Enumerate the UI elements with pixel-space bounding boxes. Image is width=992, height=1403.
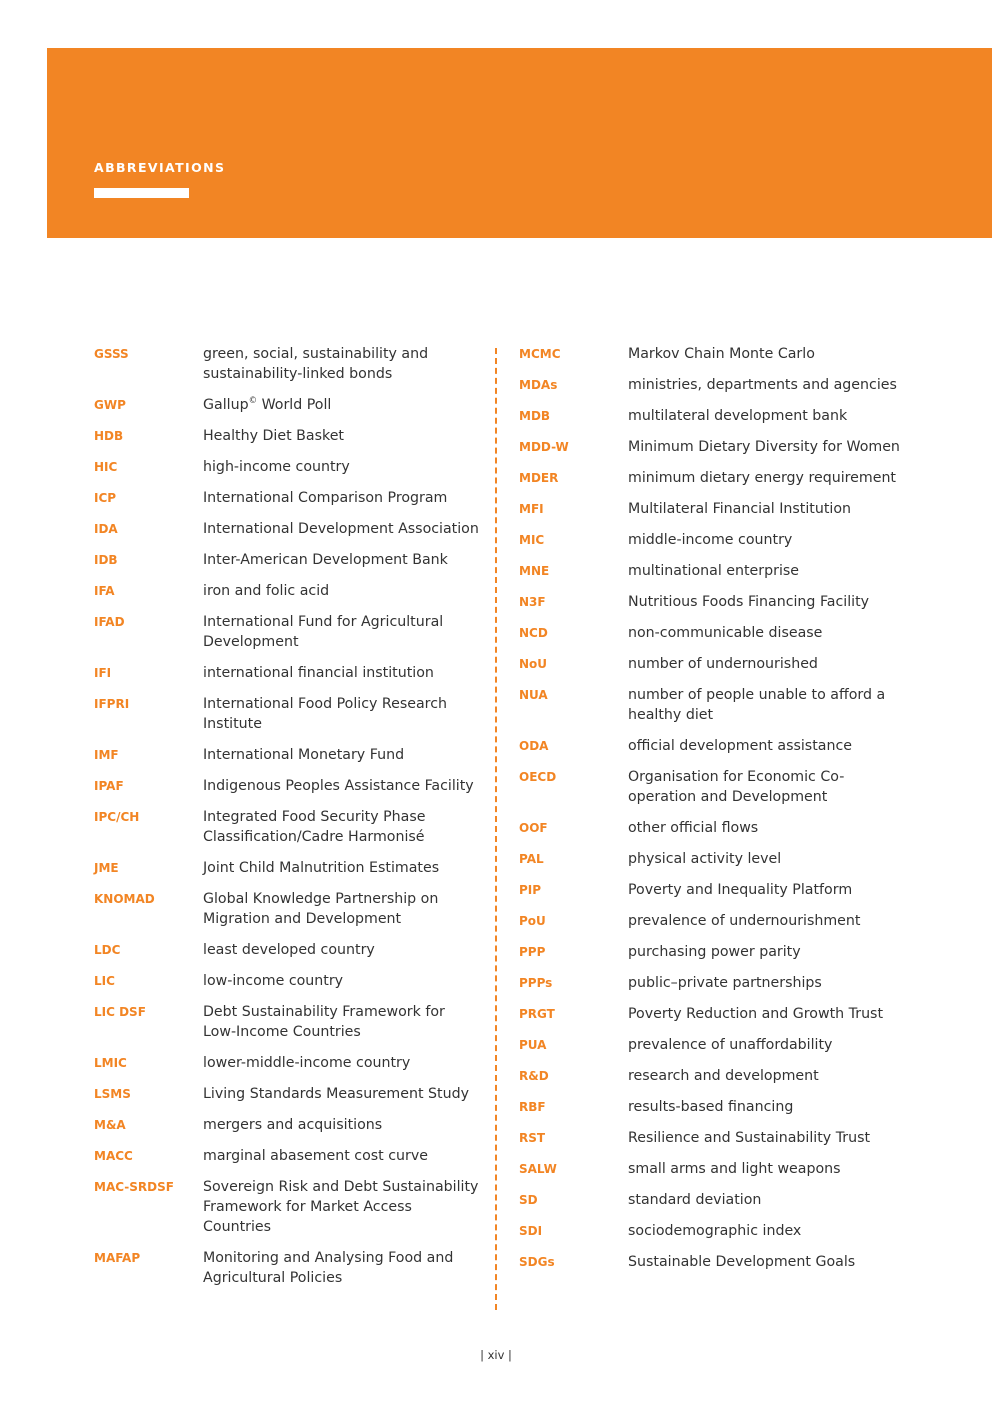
abbreviation-term: LIC — [94, 974, 115, 988]
abbreviation-definition: Resilience and Sustainability Trust — [628, 1130, 871, 1146]
abbreviation-term: MACC — [94, 1149, 133, 1163]
abbreviation-entry — [94, 457, 479, 477]
abbreviation-definition: high-income country — [203, 459, 350, 475]
abbreviation-term: LMIC — [94, 1056, 127, 1070]
abbreviation-term: PIP — [519, 883, 542, 897]
abbreviation-definition: small arms and light weapons — [628, 1161, 841, 1177]
abbreviation-entry — [94, 971, 479, 991]
abbreviation-entry — [94, 581, 479, 601]
copyright-mark: © — [248, 396, 258, 406]
abbreviation-term: PoU — [519, 914, 546, 928]
abbreviation-definition: physical activity level — [628, 851, 782, 867]
abbreviation-definition: standard deviation — [628, 1192, 762, 1208]
abbreviation-entry — [94, 1115, 479, 1135]
abbreviation-entry — [94, 889, 479, 929]
abbreviation-definition: Living Standards Measurement Study — [203, 1086, 470, 1102]
abbreviation-definition: mergers and acquisitions — [203, 1117, 383, 1133]
abbreviation-definition: Multilateral Financial Institution — [628, 501, 852, 517]
abbreviation-entry — [94, 344, 479, 384]
abbreviation-definition: Inter-American Development Bank — [203, 552, 448, 568]
abbreviation-entry — [519, 406, 909, 426]
abbreviation-entry — [94, 550, 479, 570]
abbreviation-term: OOF — [519, 821, 548, 835]
abbreviation-term: NoU — [519, 657, 548, 671]
abbreviation-entry — [94, 488, 479, 508]
abbreviation-term: MAFAP — [94, 1251, 141, 1265]
abbreviation-term: JME — [94, 861, 119, 875]
abbreviation-term: LIC DSF — [94, 1005, 146, 1019]
abbreviation-term: ICP — [94, 491, 117, 505]
abbreviation-entry — [519, 561, 909, 581]
abbreviation-definition: International Monetary Fund — [203, 747, 405, 763]
abbreviation-entry — [519, 973, 909, 993]
abbreviation-entry — [519, 911, 909, 931]
abbreviation-entry — [519, 623, 909, 643]
abbreviation-definition: low-income country — [203, 973, 344, 989]
abbreviation-term: MDAs — [519, 378, 558, 392]
abbreviation-entry — [519, 1066, 909, 1086]
abbreviation-term: IFPRI — [94, 697, 130, 711]
abbreviation-definition: lower-middle-income country — [203, 1055, 411, 1071]
abbreviation-term: LSMS — [94, 1087, 131, 1101]
abbreviation-definition: Joint Child Malnutrition Estimates — [203, 860, 440, 876]
abbreviation-definition: multinational enterprise — [628, 563, 800, 579]
abbreviation-term: MDD-W — [519, 440, 569, 454]
abbreviation-entry — [94, 519, 479, 539]
abbreviation-term: MAC-SRDSF — [94, 1180, 174, 1194]
definition-text-tail: World Poll — [257, 397, 332, 413]
column-divider — [495, 348, 497, 1310]
abbreviation-term: NUA — [519, 688, 548, 702]
abbreviation-entry — [519, 818, 909, 838]
abbreviation-definition: prevalence of unaffordability — [628, 1037, 833, 1053]
abbreviation-entry — [94, 940, 479, 960]
abbreviation-definition: public–private partnerships — [628, 975, 822, 991]
abbreviation-definition: Markov Chain Monte Carlo — [628, 346, 815, 362]
abbreviation-definition: research and development — [628, 1068, 819, 1084]
abbreviation-definition: Minimum Dietary Diversity for Women — [628, 439, 900, 455]
abbreviation-term: IPC/CH — [94, 810, 140, 824]
abbreviation-definition: Sovereign Risk and Debt Sustainability Framework for Market Access Countries — [203, 1179, 479, 1235]
abbreviation-entry — [94, 1084, 479, 1104]
abbreviation-entry — [94, 612, 479, 652]
abbreviation-definition: Global Knowledge Partnership on Migration and Development — [203, 891, 439, 927]
abbreviation-term: MDER — [519, 471, 559, 485]
page-number: | xiv | — [480, 1348, 512, 1362]
abbreviation-definition: Sustainable Development Goals — [628, 1254, 856, 1270]
abbreviation-term: PPP — [519, 945, 546, 959]
abbreviation-term: N3F — [519, 595, 546, 609]
abbreviation-entry — [519, 1035, 909, 1055]
abbreviation-term: OECD — [519, 770, 557, 784]
abbreviation-entry — [94, 776, 479, 796]
abbreviation-definition: Integrated Food Security Phase Classification/Cadre Harmonisé — [203, 809, 426, 845]
abbreviation-entry — [519, 468, 909, 488]
abbreviation-definition: purchasing power parity — [628, 944, 801, 960]
abbreviation-term: IFA — [94, 584, 115, 598]
abbreviation-entry — [519, 880, 909, 900]
abbreviation-definition: Poverty Reduction and Growth Trust — [628, 1006, 884, 1022]
abbreviation-definition: number of undernourished — [628, 656, 818, 672]
abbreviation-entry — [519, 1190, 909, 1210]
abbreviation-list-left — [94, 344, 479, 1299]
abbreviation-definition: minimum dietary energy requirement — [628, 470, 896, 486]
abbreviation-definition: official development assistance — [628, 738, 852, 754]
abbreviation-term: IFAD — [94, 615, 125, 629]
abbreviation-entry — [94, 694, 479, 734]
abbreviation-entry — [94, 426, 479, 446]
abbreviation-term: LDC — [94, 943, 121, 957]
abbreviation-term: M&A — [94, 1118, 126, 1132]
abbreviation-list-right — [519, 344, 909, 1283]
abbreviation-term: IFI — [94, 666, 112, 680]
abbreviation-definition: results-based financing — [628, 1099, 794, 1115]
abbreviation-entry — [94, 663, 479, 683]
abbreviation-term: SDI — [519, 1224, 543, 1238]
abbreviation-definition: Nutritious Foods Financing Facility — [628, 594, 870, 610]
abbreviation-definition: multilateral development bank — [628, 408, 848, 424]
abbreviation-definition: Poverty and Inequality Platform — [628, 882, 853, 898]
abbreviation-entry — [519, 530, 909, 550]
abbreviation-term: NCD — [519, 626, 548, 640]
abbreviation-entry — [519, 1097, 909, 1117]
abbreviation-entry — [519, 375, 909, 395]
abbreviation-entry — [519, 942, 909, 962]
abbreviation-entry — [519, 499, 909, 519]
abbreviation-definition: number of people unable to afford a healthy diet — [628, 687, 886, 723]
abbreviation-term: IDA — [94, 522, 118, 536]
page-title: ABBREVIATIONS — [94, 160, 226, 175]
abbreviation-entry — [94, 395, 479, 415]
abbreviation-term: KNOMAD — [94, 892, 155, 906]
abbreviation-definition: prevalence of undernourishment — [628, 913, 861, 929]
abbreviation-entry — [519, 685, 909, 725]
abbreviation-definition: International Comparison Program — [203, 490, 448, 506]
abbreviation-term: GSSS — [94, 347, 129, 361]
abbreviation-entry — [519, 849, 909, 869]
abbreviation-term: MIC — [519, 533, 545, 547]
abbreviation-entry — [519, 1004, 909, 1024]
abbreviation-definition: Monitoring and Analysing Food and Agricultural Policies — [203, 1250, 454, 1286]
abbreviation-definition: marginal abasement cost curve — [203, 1148, 429, 1164]
abbreviation-entry — [94, 858, 479, 878]
abbreviation-term: SDGs — [519, 1255, 555, 1269]
abbreviation-entry — [519, 437, 909, 457]
abbreviation-term: IPAF — [94, 779, 124, 793]
abbreviation-definition: other official flows — [628, 820, 759, 836]
abbreviation-entry — [519, 1221, 909, 1241]
abbreviation-entry — [519, 736, 909, 756]
abbreviation-entry — [519, 1159, 909, 1179]
abbreviation-term: IDB — [94, 553, 118, 567]
abbreviation-term: GWP — [94, 398, 126, 412]
abbreviation-term: SALW — [519, 1162, 557, 1176]
abbreviation-entry — [94, 1248, 479, 1288]
abbreviation-term: MFI — [519, 502, 544, 516]
abbreviation-definition: International Development Association — [203, 521, 479, 537]
abbreviation-definition: Healthy Diet Basket — [203, 428, 344, 444]
abbreviation-term: ODA — [519, 739, 549, 753]
abbreviation-definition: international financial institution — [203, 665, 434, 681]
abbreviation-term: MCMC — [519, 347, 561, 361]
header-banner — [47, 48, 992, 238]
abbreviation-entry — [94, 1002, 479, 1042]
abbreviation-entry — [94, 1177, 479, 1237]
abbreviation-definition: Debt Sustainability Framework for Low-Income Countries — [203, 1004, 445, 1040]
abbreviation-entry — [519, 344, 909, 364]
abbreviation-term: HIC — [94, 460, 118, 474]
abbreviation-term: MNE — [519, 564, 550, 578]
abbreviation-entry — [519, 767, 909, 807]
abbreviation-definition: sociodemographic index — [628, 1223, 802, 1239]
abbreviation-term: SD — [519, 1193, 538, 1207]
abbreviation-entry — [94, 1053, 479, 1073]
abbreviation-term: R&D — [519, 1069, 549, 1083]
abbreviation-definition: least developed country — [203, 942, 375, 958]
abbreviation-entry — [94, 807, 479, 847]
abbreviation-entry — [519, 1128, 909, 1148]
abbreviation-term: PAL — [519, 852, 544, 866]
abbreviation-term: PPPs — [519, 976, 553, 990]
abbreviation-entry — [519, 654, 909, 674]
abbreviation-definition: ministries, departments and agencies — [628, 377, 897, 393]
abbreviation-definition: iron and folic acid — [203, 583, 330, 599]
abbreviation-definition: green, social, sustainability and sustainability-linked bonds — [203, 346, 429, 382]
abbreviation-term: MDB — [519, 409, 551, 423]
abbreviation-definition: International Fund for Agricultural Development — [203, 614, 444, 650]
abbreviation-entry — [519, 1252, 909, 1272]
definition-text: Gallup — [203, 397, 249, 413]
abbreviation-term: RBF — [519, 1100, 546, 1114]
abbreviation-entry — [94, 1146, 479, 1166]
abbreviation-term: RST — [519, 1131, 546, 1145]
abbreviation-term: HDB — [94, 429, 124, 443]
abbreviation-entry — [519, 592, 909, 612]
abbreviation-definition: middle-income country — [628, 532, 793, 548]
abbreviation-term: IMF — [94, 748, 119, 762]
abbreviation-definition: Indigenous Peoples Assistance Facility — [203, 778, 474, 794]
abbreviation-entry — [94, 745, 479, 765]
abbreviation-definition: non-communicable disease — [628, 625, 823, 641]
abbreviation-definition: Organisation for Economic Co-operation and Development — [628, 769, 845, 805]
abbreviation-definition: International Food Policy Research Institute — [203, 696, 447, 732]
title-underline — [94, 188, 189, 198]
abbreviation-term: PRGT — [519, 1007, 555, 1021]
abbreviation-term: PUA — [519, 1038, 547, 1052]
abbreviation-definition — [203, 395, 479, 415]
